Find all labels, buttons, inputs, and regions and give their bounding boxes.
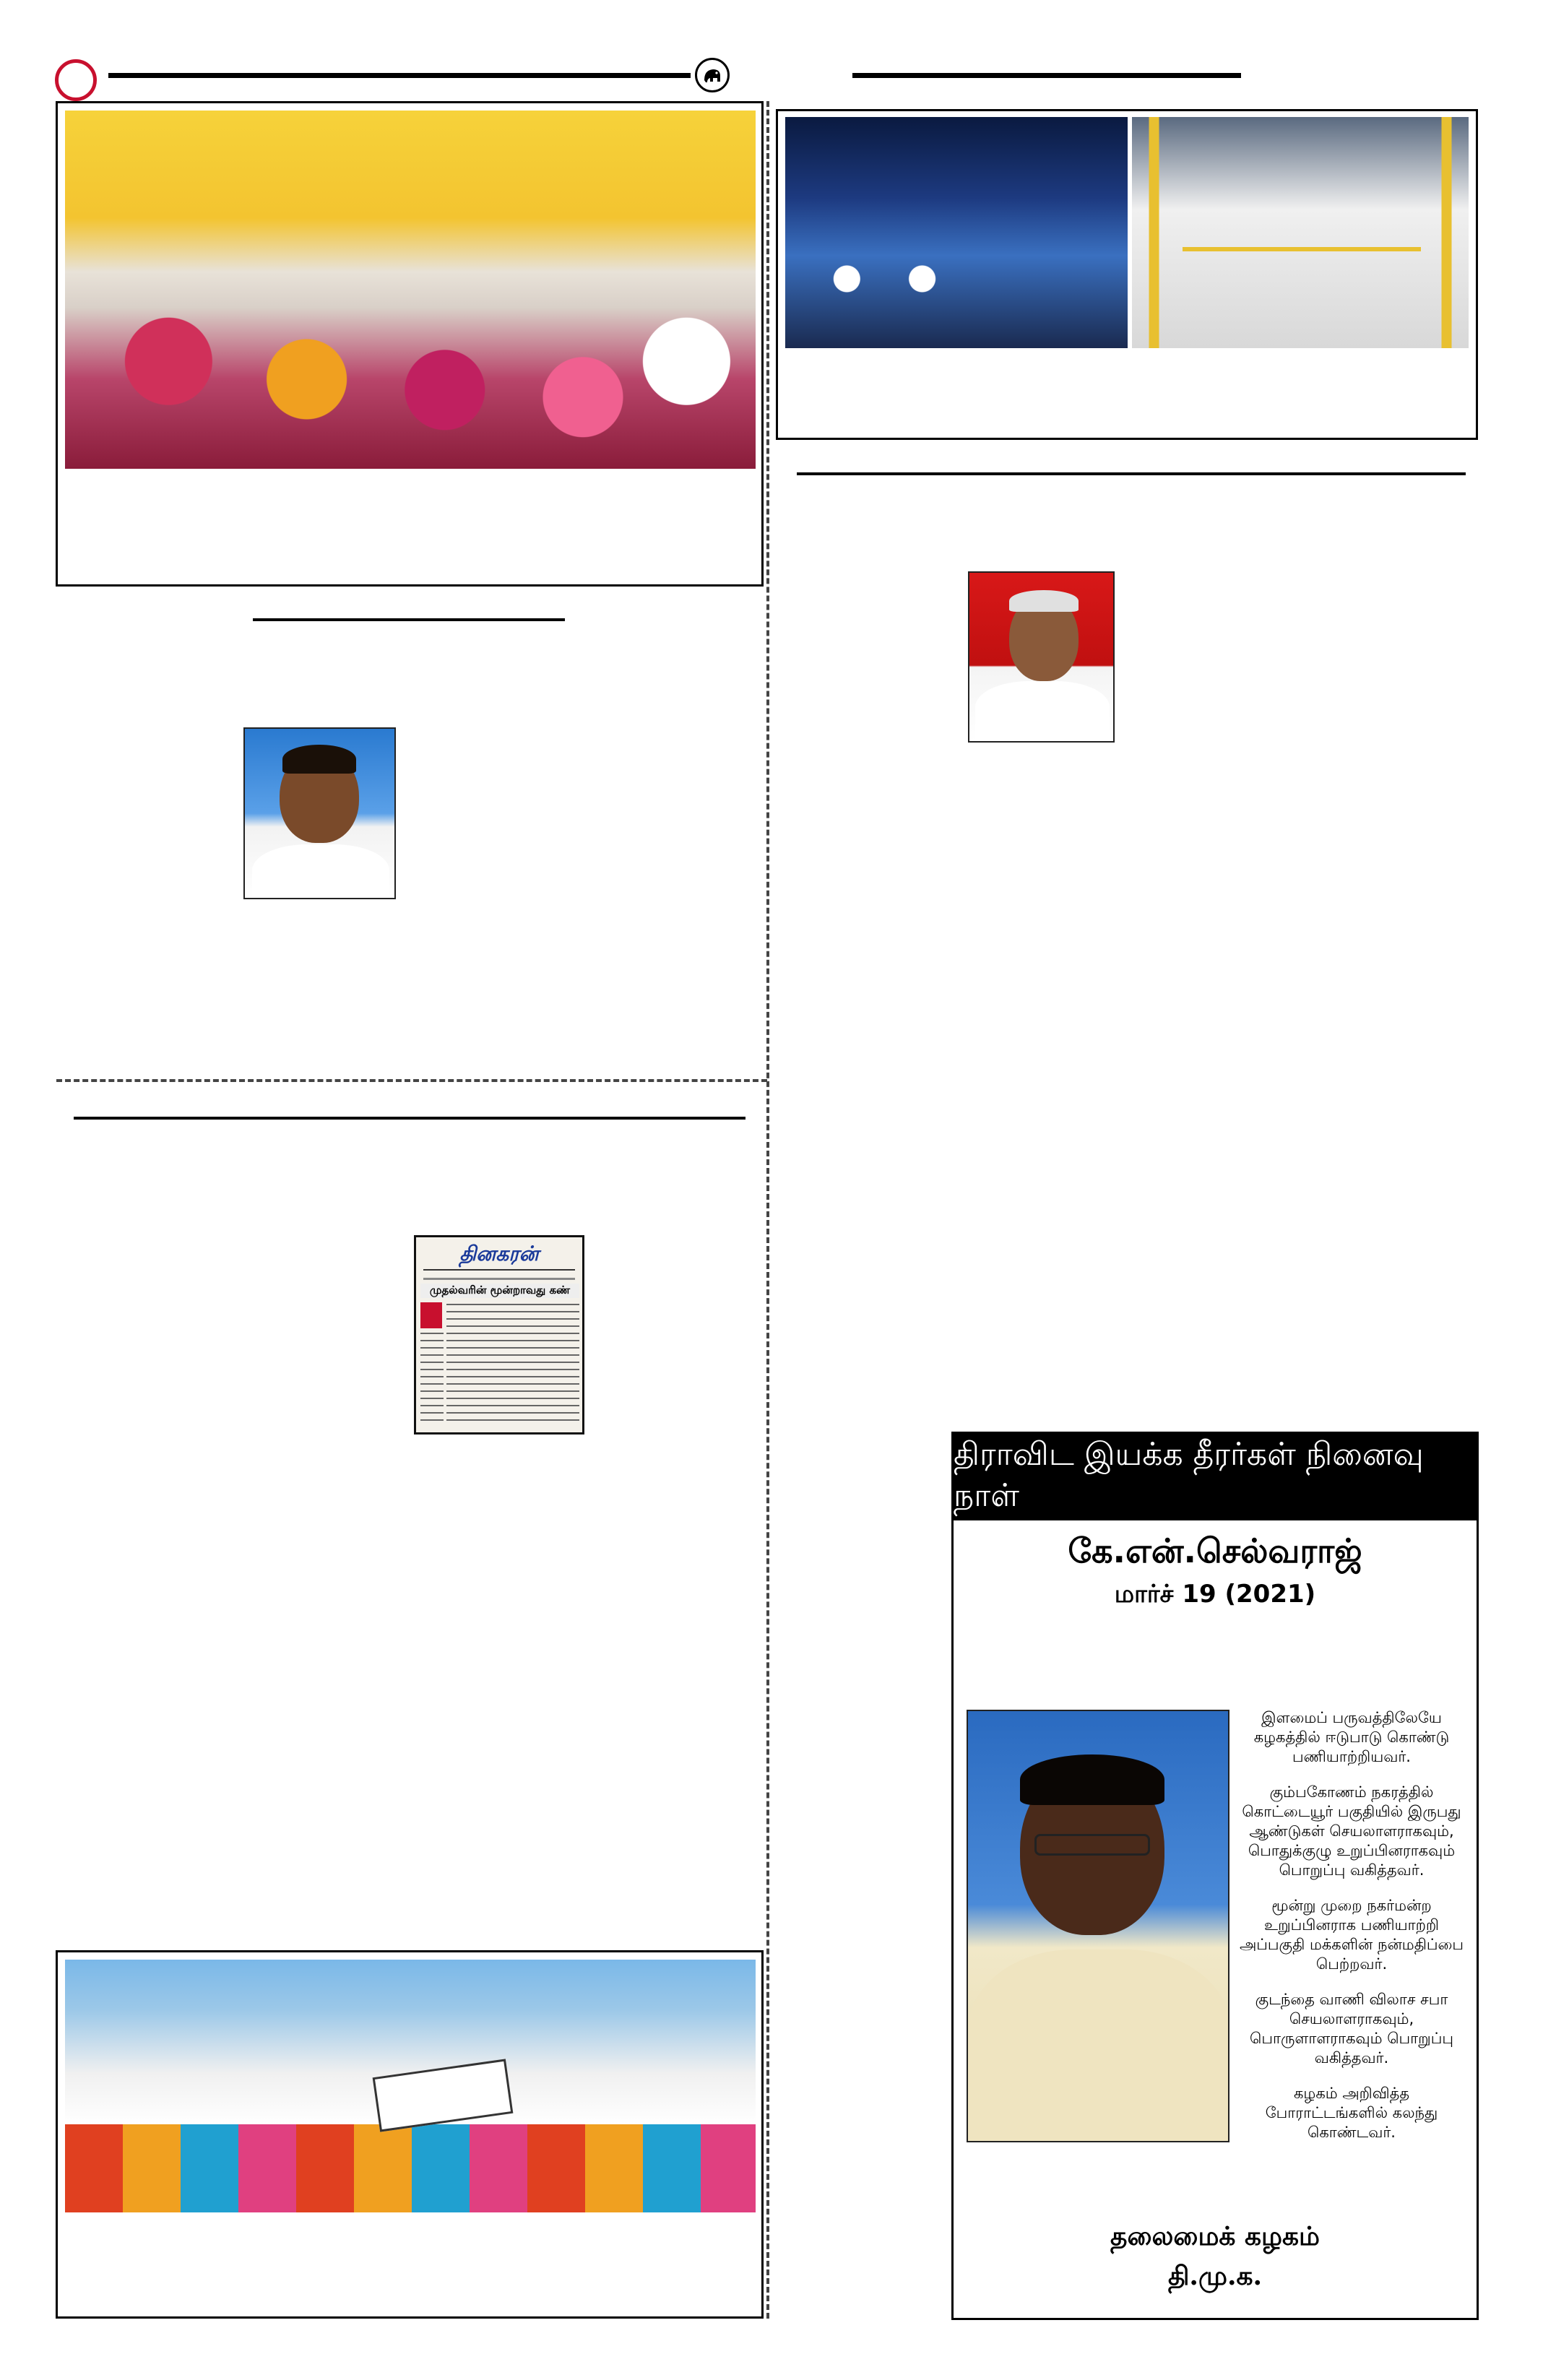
memorial-date: மார்ச் 19 (2021) (1114, 1580, 1316, 1609)
memorial-footer-org: தலைமைக் கழகம் (1110, 2221, 1320, 2251)
section-rule (74, 1117, 745, 1120)
header-rule-left (108, 73, 691, 78)
bio-paragraph: கழகம் அறிவித்த போராட்டங்களில் கலந்து கொண்டவர். (1265, 2085, 1438, 2141)
distribution-photo-box (56, 1950, 764, 2319)
memorial-portrait (967, 1710, 1229, 2142)
clipping-masthead: தினகரன் (459, 1242, 539, 1265)
distribution-photo (65, 1960, 756, 2212)
portrait-photo (243, 727, 396, 899)
memorial-heading: திராவிட இயக்க தீரர்கள் நினைவு நாள் (954, 1434, 1477, 1520)
bus-launch-photo-box (776, 109, 1478, 440)
event-photo (65, 111, 756, 469)
bio-paragraph: மூன்று முறை நகர்மன்ற உறுப்பினராக பணியாற்றி அப்பகுதி மக்களின் நன்மதிப்பை பெற்றவர். (1239, 1897, 1464, 1973)
newspaper-clipping (414, 1235, 584, 1435)
elephant-emblem-icon (695, 58, 730, 92)
section-rule (253, 618, 565, 621)
bio-paragraph: இளமைப் பருவத்திலேயே கழகத்தில் ஈடுபாடு கொண்டு பணியாற்றியவர். (1253, 1709, 1450, 1765)
header-rule-right (852, 73, 1241, 78)
bus-photo (785, 117, 1128, 348)
header-logo-circle (55, 59, 97, 101)
section-rule (797, 472, 1466, 475)
memorial-bio (1234, 1708, 1469, 2158)
bio-paragraph: குடந்தை வாணி விலாச சபா செயலாளராகவும், பொருளாளராகவும் பொறுப்பு வகித்தவர். (1250, 1991, 1453, 2067)
memorial-footer-party: தி.மு.க. (1167, 2261, 1263, 2291)
ribbon-cutting-photo (1132, 117, 1469, 348)
column-divider (766, 101, 769, 2319)
clipping-headline: முதல்வரின் மூன்றாவது கண் (420, 1284, 579, 1298)
portrait-photo (968, 571, 1115, 743)
memorial-name: கே.என்.செல்வராஜ் (1068, 1531, 1362, 1570)
event-photo-box (56, 101, 764, 587)
section-divider-dashed (56, 1079, 767, 1082)
bio-paragraph: கும்பகோணம் நகரத்தில் கொட்டையூர் பகுதியில் இருபது ஆண்டுகள் செயலாளராகவும், பொதுக்குழு உறுப்பினராகவும் பொறுப்பு வகித்தவர். (1242, 1783, 1461, 1879)
